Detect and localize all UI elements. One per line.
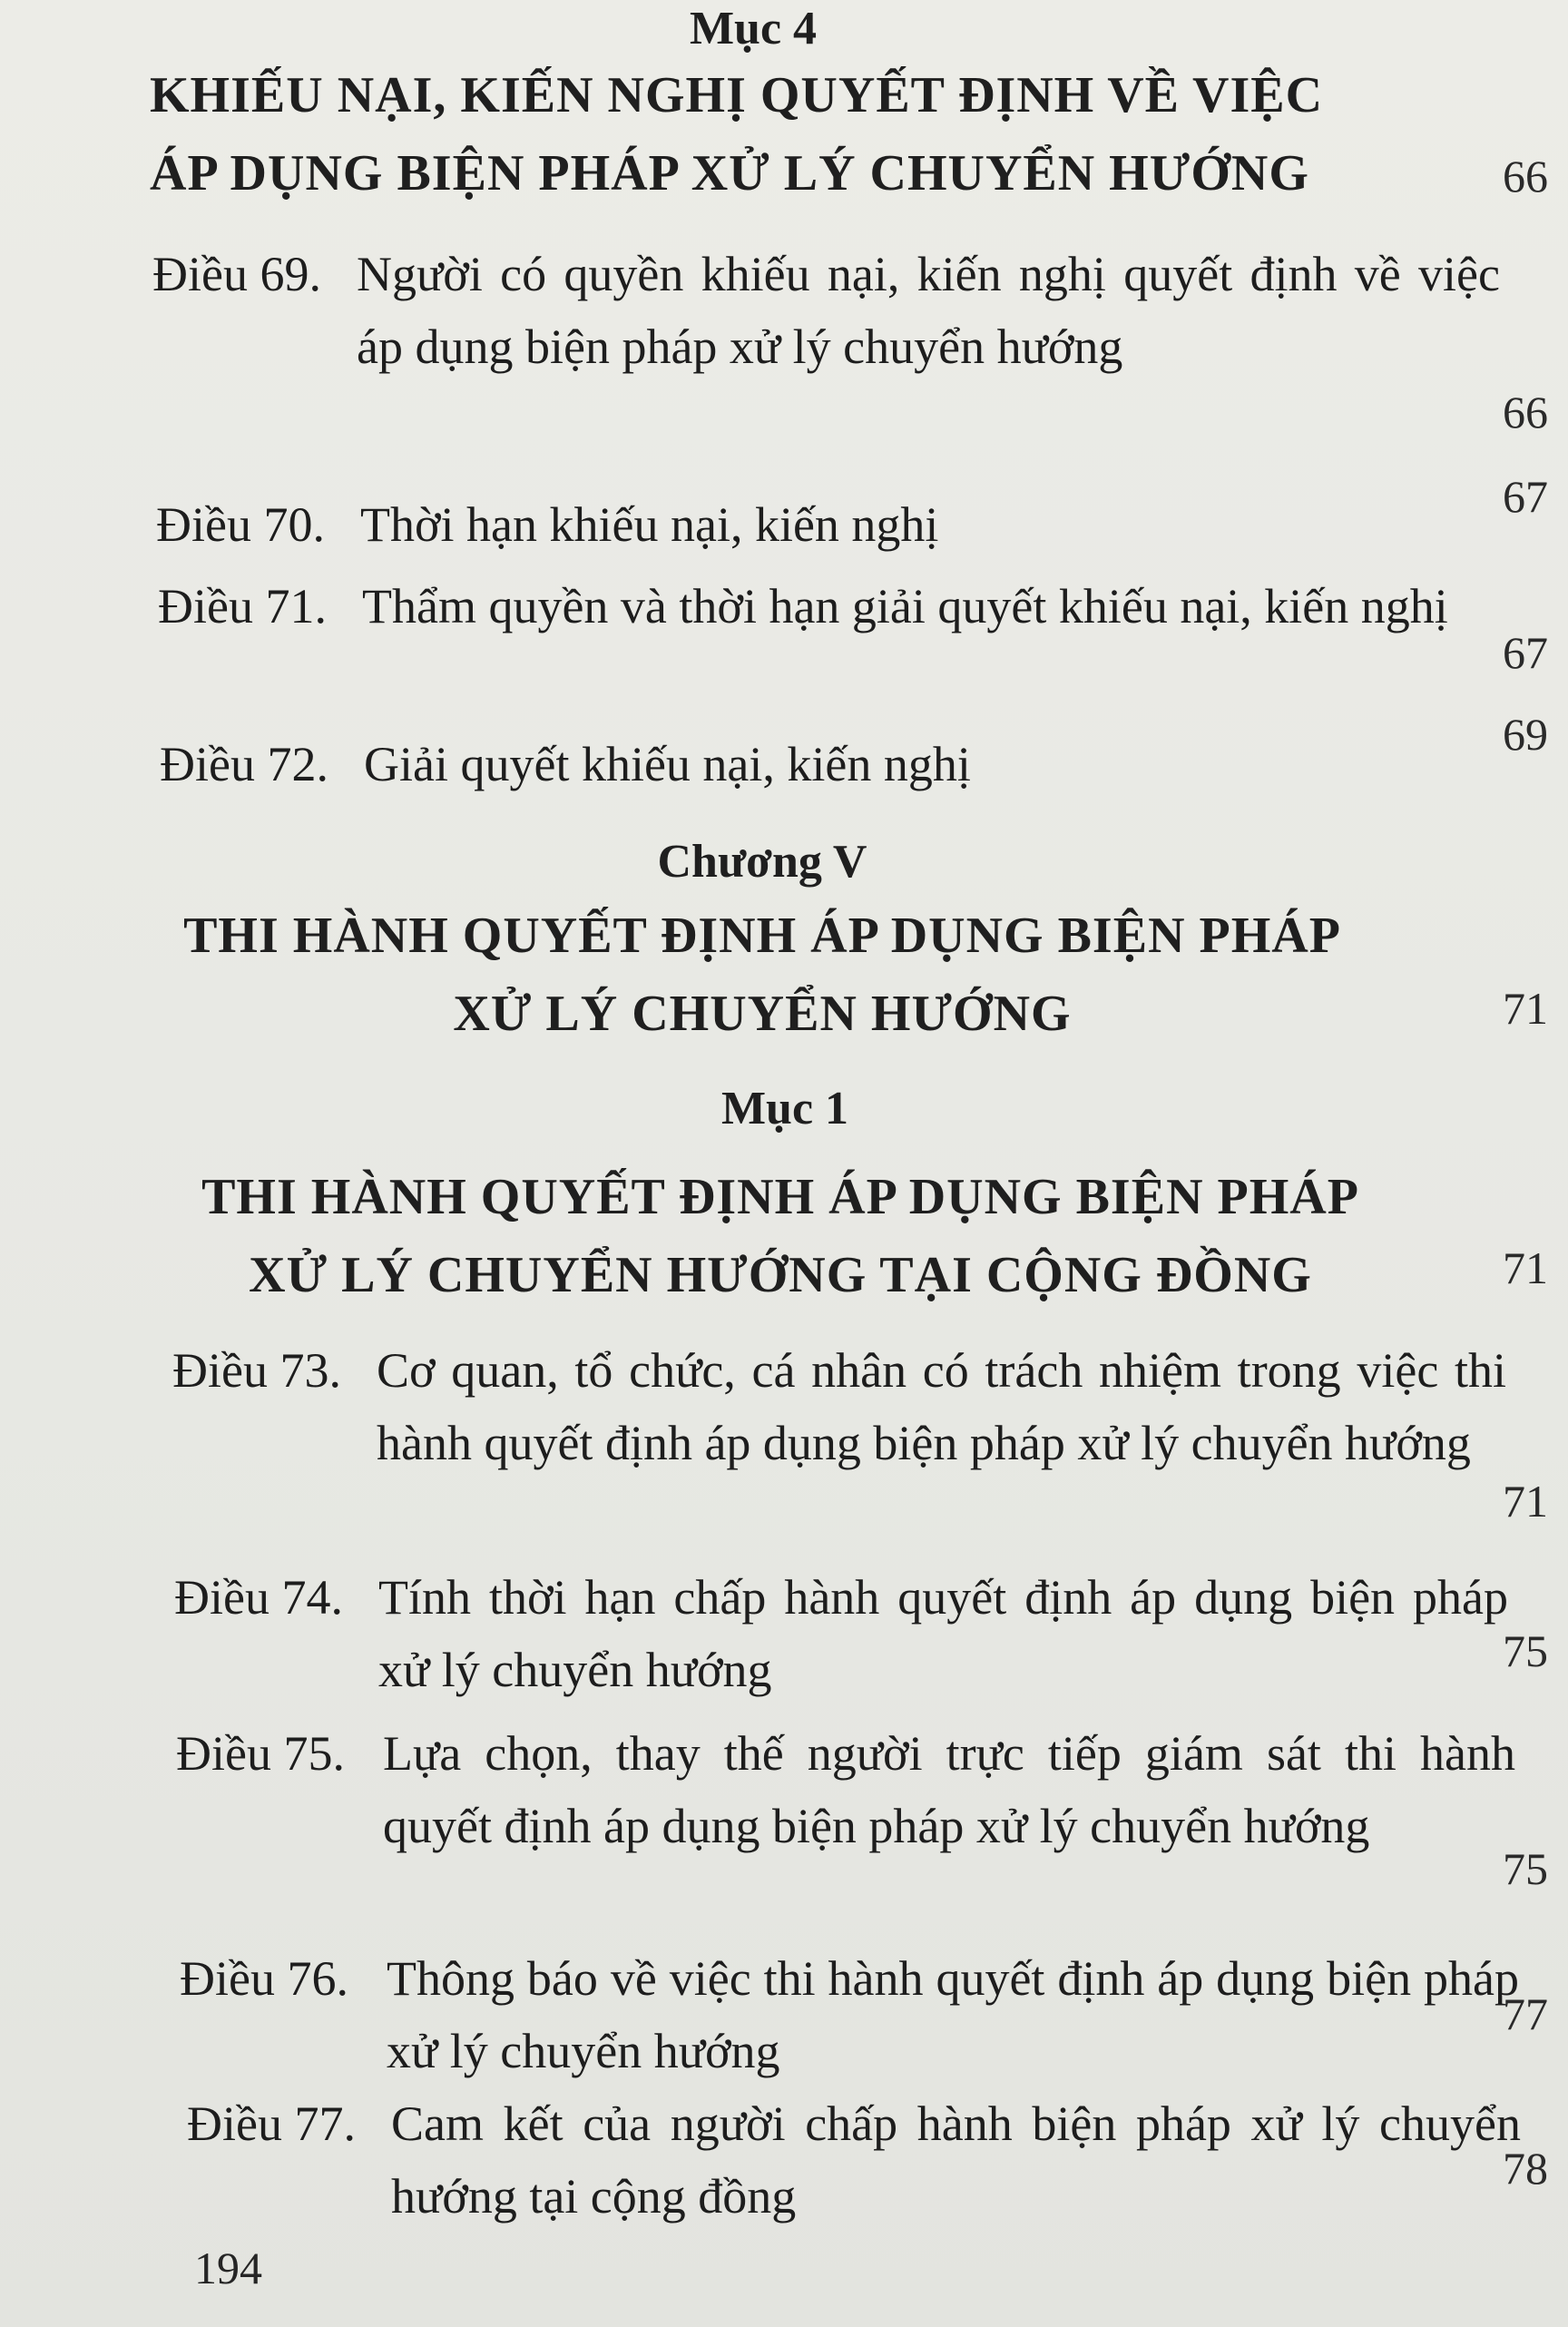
article-title: Người có quyền khiếu nại, kiến nghị quyết định về việc áp dụng biện pháp xử lý chuyển hướng — [357, 247, 1500, 374]
article-number: Điều 74. — [174, 1570, 343, 1625]
article-title: Cam kết của người chấp hành biện pháp xử lý chuyển hướng tại cộng đồng — [391, 2096, 1521, 2224]
toc-entry-76 — [180, 1942, 1559, 2087]
toc-page-77: 78 — [1503, 2143, 1548, 2194]
toc-entry-72 — [160, 728, 1557, 800]
chapter-5-page: 71 — [1503, 983, 1548, 1034]
toc-entry-71 — [158, 570, 1555, 715]
page-number: 194 — [194, 2243, 262, 2293]
toc-page-71: 67 — [1503, 627, 1548, 678]
toc-page-73: 71 — [1503, 1476, 1548, 1527]
toc-page-75: 75 — [1503, 1843, 1548, 1894]
article-number: Điều 71. — [158, 579, 327, 633]
chapter-5-heading: THI HÀNH QUYẾT ĐỊNH ÁP DỤNG BIỆN PHÁP XỬ LÝ CHUYỂN HƯỚNG — [183, 908, 1341, 1042]
article-title: Lựa chọn, thay thế người trực tiếp giám sát thi hành quyết định áp dụng biện pháp xử lý chuyển hướng — [383, 1726, 1515, 1853]
article-number: Điều 72. — [160, 737, 328, 791]
article-number: Điều 77. — [187, 2096, 356, 2151]
article-title: Thời hạn khiếu nại, kiến nghị — [360, 497, 939, 552]
toc-page-72: 69 — [1503, 709, 1548, 760]
toc-page-70: 67 — [1503, 471, 1548, 522]
toc-page-74: 75 — [1503, 1625, 1548, 1676]
section-1-title: Mục 1 — [720, 1083, 849, 1134]
chapter-5-title: Chương V — [657, 836, 867, 888]
article-number: Điều 69. — [152, 247, 321, 301]
article-number: Điều 70. — [156, 497, 325, 552]
article-number: Điều 75. — [176, 1726, 345, 1781]
section-1-page: 71 — [1503, 1242, 1548, 1293]
section-4-title: Mục 4 — [689, 3, 818, 54]
toc-entry-74 — [174, 1561, 1553, 1706]
article-number: Điều 73. — [172, 1343, 341, 1398]
section-4-page: 66 — [1503, 151, 1548, 201]
toc-entry-75 — [176, 1717, 1555, 1935]
toc-entry-70 — [156, 488, 1553, 561]
article-number: Điều 76. — [180, 1951, 348, 2006]
toc-page-69: 66 — [1503, 387, 1548, 437]
toc-entry-77 — [187, 2087, 1566, 2233]
toc-entry-73 — [172, 1334, 1552, 1552]
article-title: Cơ quan, tổ chức, cá nhân có trách nhiệm trong việc thi hành quyết định áp dụng biện pháp xử lý chuyển hướng — [377, 1343, 1506, 1470]
section-1-heading: THI HÀNH QUYẾT ĐỊNH ÁP DỤNG BIỆN PHÁP XỬ LÝ CHUYỂN HƯỚNG TẠI CỘNG ĐỒNG — [201, 1169, 1359, 1303]
article-title: Tính thời hạn chấp hành quyết định áp dụng biện pháp xử lý chuyển hướng — [378, 1570, 1508, 1697]
toc-page-76: 77 — [1503, 1988, 1548, 2039]
section-4-heading: KHIẾU NẠI, KIẾN NGHỊ QUYẾT ĐỊNH VỀ VIỆC ÁP DỤNG BIỆN PHÁP XỬ LÝ CHUYỂN HƯỚNG — [150, 67, 1324, 201]
article-title: Thông báo về việc thi hành quyết định áp dụng biện pháp xử lý chuyển hướng — [387, 1951, 1519, 2078]
toc-entry-69 — [152, 238, 1550, 456]
article-title: Giải quyết khiếu nại, kiến nghị — [364, 737, 971, 791]
article-title: Thẩm quyền và thời hạn giải quyết khiếu nại, kiến nghị — [362, 579, 1448, 633]
